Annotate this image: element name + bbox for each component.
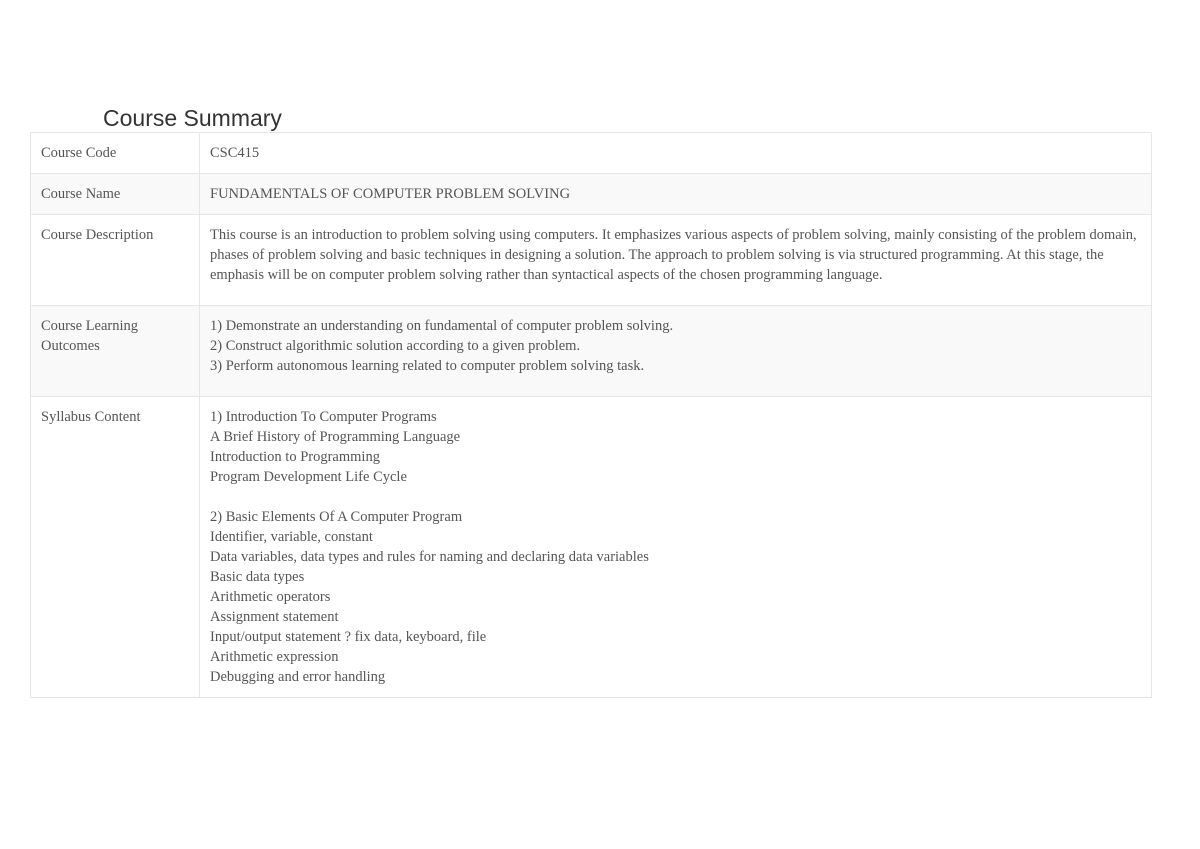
course-name-row — [31, 174, 1152, 215]
syllabus-topic: Program Development Life Cycle — [210, 469, 407, 485]
syllabus-topic: Basic data types — [210, 569, 305, 585]
syllabus-topic: Input/output statement ? fix data, keyboard, file — [210, 629, 487, 645]
course-name-value: FUNDAMENTALS OF COMPUTER PROBLEM SOLVING — [200, 174, 1152, 215]
learning-outcomes-value — [200, 306, 1152, 397]
page-title: Course Summary — [103, 105, 282, 131]
learning-outcome-item: 1) Demonstrate an understanding on fundamental of computer problem solving. — [210, 318, 674, 334]
syllabus-topic: Assignment statement — [210, 609, 339, 625]
syllabus-content-label: Syllabus Content — [31, 397, 200, 698]
syllabus-content-value — [200, 397, 1152, 698]
syllabus-topic: Identifier, variable, constant — [210, 529, 373, 545]
course-code-row — [31, 133, 1152, 174]
syllabus-topic: Arithmetic expression — [210, 649, 339, 665]
syllabus-topic: Arithmetic operators — [210, 589, 331, 605]
course-description-label: Course Description — [31, 215, 200, 306]
syllabus-topic: A Brief History of Programming Language — [210, 429, 461, 445]
course-summary-table — [30, 132, 1152, 698]
syllabus-content-row — [31, 397, 1152, 698]
syllabus-topic: Debugging and error handling — [210, 669, 386, 685]
learning-outcomes-label: Course Learning Outcomes — [31, 306, 200, 397]
learning-outcomes-row — [31, 306, 1152, 397]
learning-outcome-item: 3) Perform autonomous learning related to computer problem solving task. — [210, 358, 645, 374]
course-code-label: Course Code — [31, 133, 200, 174]
course-description-text: This course is an introduction to problem solving using computers. It emphasizes various aspects of problem solving, mainly consisting of the problem domain, phases of problem solving and basic techniques in designing a solution. The approach to problem solving is via structured programming. At this stage, the emphasis will be on computer problem solving rather than syntactical aspects of the chosen programming language. — [210, 227, 1141, 283]
syllabus-section-heading: 1) Introduction To Computer Programs — [210, 409, 437, 425]
course-name-label: Course Name — [31, 174, 200, 215]
syllabus-topic: Data variables, data types and rules for naming and declaring data variables — [210, 549, 649, 565]
course-description-value — [200, 215, 1152, 306]
syllabus-section-heading: 2) Basic Elements Of A Computer Program — [210, 509, 463, 525]
learning-outcome-item: 2) Construct algorithmic solution according to a given problem. — [210, 338, 581, 354]
course-description-row — [31, 215, 1152, 306]
course-code-value: CSC415 — [200, 133, 1152, 174]
syllabus-topic: Introduction to Programming — [210, 449, 380, 465]
